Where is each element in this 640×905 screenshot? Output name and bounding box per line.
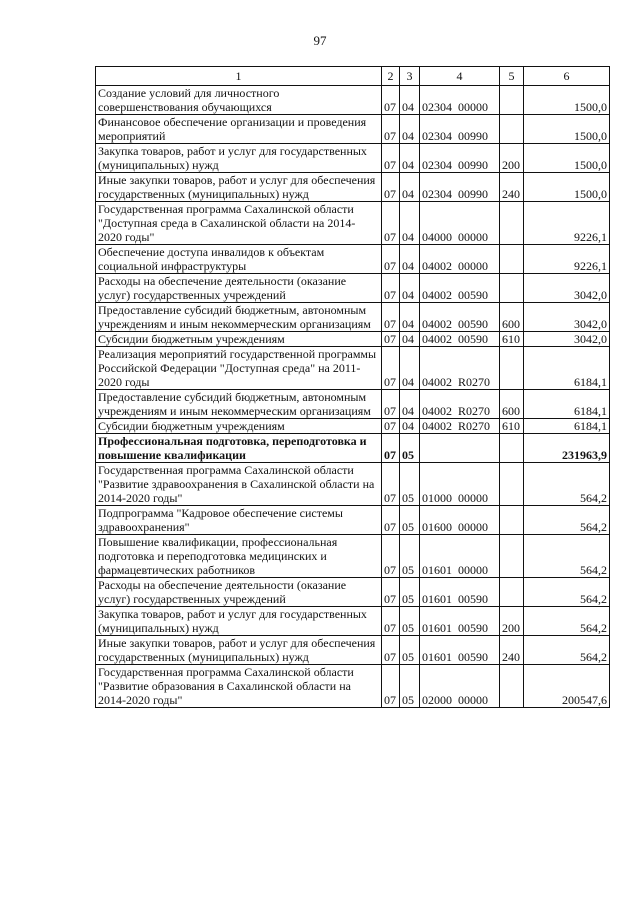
table-row — [96, 173, 610, 202]
row-amount-cell: 564,2 — [524, 463, 610, 506]
row-expense-type-cell — [500, 578, 524, 607]
page-number: 97 — [313, 33, 327, 48]
row-section-cell: 07 — [382, 390, 400, 419]
row-subsection-cell: 05 — [400, 607, 420, 636]
row-target-article-cell — [420, 434, 500, 463]
row-target-article-cell: 04002 00590 — [420, 332, 500, 347]
row-section-cell: 07 — [382, 607, 400, 636]
row-amount-cell: 1500,0 — [524, 115, 610, 144]
row-expense-type-cell — [500, 506, 524, 535]
row-section-cell: 07 — [382, 347, 400, 390]
row-expense-type-cell — [500, 463, 524, 506]
row-target-article-cell: 01601 00590 — [420, 636, 500, 665]
row-target-article-cell: 02304 00990 — [420, 144, 500, 173]
table-row — [96, 245, 610, 274]
row-subsection-cell: 04 — [400, 390, 420, 419]
table-row — [96, 390, 610, 419]
row-name-cell: Расходы на обеспечение деятельности (оказание услуг) государственных учреждений — [96, 274, 382, 303]
row-target-article-cell: 02304 00990 — [420, 173, 500, 202]
budget-table — [95, 66, 610, 708]
row-name-cell: Предоставление субсидий бюджетным, автономным учреждениям и иным некоммерческим организациям — [96, 390, 382, 419]
row-target-article-cell: 04002 00590 — [420, 274, 500, 303]
row-amount-cell: 9226,1 — [524, 245, 610, 274]
row-expense-type-cell: 200 — [500, 144, 524, 173]
row-target-article-cell: 02304 00990 — [420, 115, 500, 144]
row-expense-type-cell: 610 — [500, 419, 524, 434]
row-subsection-cell: 04 — [400, 332, 420, 347]
row-amount-cell: 564,2 — [524, 636, 610, 665]
row-target-article-cell: 02304 00000 — [420, 86, 500, 115]
row-target-article-cell: 04002 00000 — [420, 245, 500, 274]
row-expense-type-cell — [500, 347, 524, 390]
row-name-cell: Государственная программа Сахалинской области "Доступная среда в Сахалинской области на 2014-2020 годы" — [96, 202, 382, 245]
header-col-5: 5 — [500, 67, 524, 86]
row-amount-cell: 564,2 — [524, 535, 610, 578]
row-name-cell: Государственная программа Сахалинской области "Развитие образования в Сахалинской области на 2014-2020 годы" — [96, 665, 382, 708]
row-name-cell: Иные закупки товаров, работ и услуг для обеспечения государственных (муниципальных) нужд — [96, 636, 382, 665]
row-name-cell: Обеспечение доступа инвалидов к объектам социальной инфраструктуры — [96, 245, 382, 274]
row-section-cell: 07 — [382, 636, 400, 665]
header-col-1: 1 — [96, 67, 382, 86]
row-section-cell: 07 — [382, 115, 400, 144]
table-row — [96, 347, 610, 390]
row-section-cell: 07 — [382, 173, 400, 202]
row-expense-type-cell — [500, 434, 524, 463]
row-target-article-cell: 01600 00000 — [420, 506, 500, 535]
row-subsection-cell: 05 — [400, 434, 420, 463]
row-amount-cell: 564,2 — [524, 506, 610, 535]
table-row — [96, 202, 610, 245]
row-amount-cell: 3042,0 — [524, 274, 610, 303]
row-subsection-cell: 05 — [400, 506, 420, 535]
row-expense-type-cell — [500, 665, 524, 708]
row-name-cell: Иные закупки товаров, работ и услуг для обеспечения государственных (муниципальных) нужд — [96, 173, 382, 202]
table-row — [96, 115, 610, 144]
row-section-cell: 07 — [382, 506, 400, 535]
row-name-cell: Расходы на обеспечение деятельности (оказание услуг) государственных учреждений — [96, 578, 382, 607]
row-target-article-cell: 01000 00000 — [420, 463, 500, 506]
row-target-article-cell: 04002 00590 — [420, 303, 500, 332]
header-col-3: 3 — [400, 67, 420, 86]
row-target-article-cell: 02000 00000 — [420, 665, 500, 708]
row-subsection-cell: 04 — [400, 245, 420, 274]
row-subsection-cell: 05 — [400, 535, 420, 578]
row-target-article-cell: 04002 R0270 — [420, 419, 500, 434]
row-name-cell: Государственная программа Сахалинской области "Развитие здравоохранения в Сахалинской области на 2014-2020 годы" — [96, 463, 382, 506]
header-col-2: 2 — [382, 67, 400, 86]
row-section-cell: 07 — [382, 245, 400, 274]
table-row — [96, 274, 610, 303]
table-row — [96, 303, 610, 332]
row-name-cell: Предоставление субсидий бюджетным, автономным учреждениям и иным некоммерческим организациям — [96, 303, 382, 332]
row-subsection-cell: 05 — [400, 636, 420, 665]
row-amount-cell: 1500,0 — [524, 144, 610, 173]
row-amount-cell: 6184,1 — [524, 347, 610, 390]
row-amount-cell: 9226,1 — [524, 202, 610, 245]
row-amount-cell: 3042,0 — [524, 303, 610, 332]
row-amount-cell: 6184,1 — [524, 390, 610, 419]
table-row — [96, 463, 610, 506]
row-amount-cell: 564,2 — [524, 578, 610, 607]
row-subsection-cell: 04 — [400, 202, 420, 245]
row-subsection-cell: 05 — [400, 665, 420, 708]
row-expense-type-cell — [500, 202, 524, 245]
row-subsection-cell: 05 — [400, 463, 420, 506]
row-expense-type-cell — [500, 535, 524, 578]
table-row — [96, 665, 610, 708]
row-section-cell: 07 — [382, 86, 400, 115]
row-subsection-cell: 04 — [400, 347, 420, 390]
row-subsection-cell: 04 — [400, 173, 420, 202]
row-target-article-cell: 01601 00590 — [420, 607, 500, 636]
row-section-cell: 07 — [382, 332, 400, 347]
header-col-6: 6 — [524, 67, 610, 86]
header-row — [96, 67, 610, 86]
row-expense-type-cell — [500, 245, 524, 274]
row-expense-type-cell: 200 — [500, 607, 524, 636]
row-section-cell: 07 — [382, 202, 400, 245]
table-row — [96, 636, 610, 665]
row-expense-type-cell: 240 — [500, 173, 524, 202]
row-name-cell: Закупка товаров, работ и услуг для государственных (муниципальных) нужд — [96, 607, 382, 636]
row-name-cell: Закупка товаров, работ и услуг для государственных (муниципальных) нужд — [96, 144, 382, 173]
row-expense-type-cell: 240 — [500, 636, 524, 665]
row-expense-type-cell — [500, 86, 524, 115]
row-amount-cell: 200547,6 — [524, 665, 610, 708]
row-name-cell: Субсидии бюджетным учреждениям — [96, 419, 382, 434]
row-section-cell: 07 — [382, 303, 400, 332]
row-expense-type-cell — [500, 274, 524, 303]
row-amount-cell: 3042,0 — [524, 332, 610, 347]
row-section-cell: 07 — [382, 419, 400, 434]
row-section-cell: 07 — [382, 274, 400, 303]
row-target-article-cell: 01601 00000 — [420, 535, 500, 578]
row-subsection-cell: 05 — [400, 578, 420, 607]
table-row — [96, 506, 610, 535]
row-section-cell: 07 — [382, 144, 400, 173]
row-amount-cell: 1500,0 — [524, 173, 610, 202]
row-amount-cell: 564,2 — [524, 607, 610, 636]
row-name-cell: Реализация мероприятий государственной программы Российской Федерации "Доступная среда" на 2011-2020 годы — [96, 347, 382, 390]
row-amount-cell: 231963,9 — [524, 434, 610, 463]
row-subsection-cell: 04 — [400, 144, 420, 173]
row-section-cell: 07 — [382, 463, 400, 506]
table-row — [96, 578, 610, 607]
row-amount-cell: 1500,0 — [524, 86, 610, 115]
row-target-article-cell: 04002 R0270 — [420, 390, 500, 419]
table-row — [96, 419, 610, 434]
row-name-cell: Повышение квалификации, профессиональная подготовка и переподготовка медицинских и фармацевтических работников — [96, 535, 382, 578]
row-section-cell: 07 — [382, 665, 400, 708]
row-amount-cell: 6184,1 — [524, 419, 610, 434]
table-body — [96, 86, 610, 708]
row-target-article-cell: 04002 R0270 — [420, 347, 500, 390]
header-col-4: 4 — [420, 67, 500, 86]
table-row — [96, 144, 610, 173]
row-section-cell: 07 — [382, 535, 400, 578]
row-subsection-cell: 04 — [400, 274, 420, 303]
row-name-cell: Создание условий для личностного совершенствования обучающихся — [96, 86, 382, 115]
row-name-cell: Финансовое обеспечение организации и проведения мероприятий — [96, 115, 382, 144]
table-row — [96, 332, 610, 347]
row-target-article-cell: 01601 00590 — [420, 578, 500, 607]
row-section-cell: 07 — [382, 578, 400, 607]
row-name-cell: Подпрограмма "Кадровое обеспечение системы здравоохранения" — [96, 506, 382, 535]
row-subsection-cell: 04 — [400, 115, 420, 144]
row-expense-type-cell — [500, 115, 524, 144]
table-row — [96, 607, 610, 636]
table-row — [96, 434, 610, 463]
row-name-cell: Субсидии бюджетным учреждениям — [96, 332, 382, 347]
row-section-cell: 07 — [382, 434, 400, 463]
row-expense-type-cell: 600 — [500, 303, 524, 332]
table-row — [96, 535, 610, 578]
row-target-article-cell: 04000 00000 — [420, 202, 500, 245]
row-expense-type-cell: 600 — [500, 390, 524, 419]
row-subsection-cell: 04 — [400, 303, 420, 332]
row-subsection-cell: 04 — [400, 86, 420, 115]
row-expense-type-cell: 610 — [500, 332, 524, 347]
table-row — [96, 86, 610, 115]
row-name-cell: Профессиональная подготовка, переподготовка и повышение квалификации — [96, 434, 382, 463]
row-subsection-cell: 04 — [400, 419, 420, 434]
